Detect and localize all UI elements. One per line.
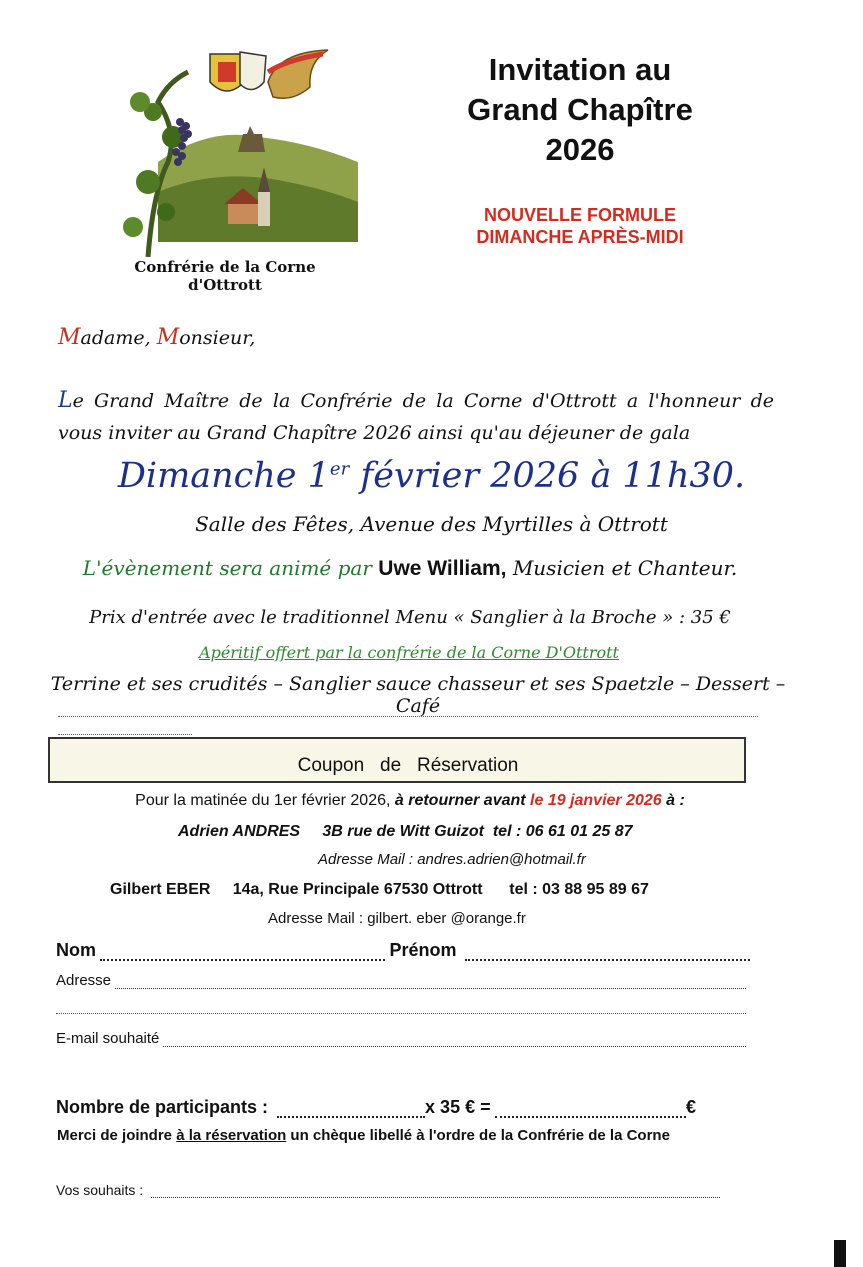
email-label: E-mail souhaité xyxy=(56,1030,160,1047)
greeting xyxy=(58,325,255,350)
event-venue: Salle des Fêtes, Avenue des Myrtilles à Ottrott xyxy=(195,512,668,536)
address-row xyxy=(56,972,746,989)
greeting-initial: M xyxy=(156,325,180,350)
greeting-initial: M xyxy=(58,325,81,350)
menu-line: Terrine et ses crudités – Sanglier sauce chasseur et ses Spaetzle – Dessert – Café xyxy=(50,673,786,717)
participants-currency: € xyxy=(685,1097,696,1117)
event-date-day: Dimanche 1 xyxy=(117,456,330,496)
email-row xyxy=(56,1030,746,1047)
title-line-1: Invitation au xyxy=(488,52,672,87)
payment-note-emphasis: à la réservation xyxy=(176,1127,287,1144)
greeting-text: onsieur, xyxy=(179,327,256,349)
event-entertainment xyxy=(60,556,760,581)
title-line-2: Grand Chapître xyxy=(467,92,693,127)
nom-field[interactable] xyxy=(100,947,385,961)
confrerie-logo xyxy=(118,42,368,257)
name-row xyxy=(56,940,750,961)
contact-andres-email: Adresse Mail : andres.adrien@hotmail.fr xyxy=(318,851,586,868)
formula-notice xyxy=(440,204,720,248)
participants-label: Nombre de participants : xyxy=(56,1097,274,1117)
payment-note-pre: Merci de joindre xyxy=(57,1127,177,1144)
adresse-label: Adresse xyxy=(56,972,112,989)
return-text: à retourner avant xyxy=(394,792,531,809)
contact-eber: Gilbert EBER 14a, Rue Principale 67530 Ottrott tel : 03 88 95 89 67 xyxy=(110,881,649,898)
intro-paragraph xyxy=(58,385,774,449)
event-artist: Uwe William, xyxy=(378,557,507,580)
intro-initial: L xyxy=(58,388,73,413)
return-end: à : xyxy=(661,792,685,809)
event-date xyxy=(0,456,863,496)
separator-line xyxy=(58,734,192,735)
formula-line-1: NOUVELLE FORMULE xyxy=(484,205,676,225)
entry-price: Prix d'entrée avec le traditionnel Menu « Sanglier à la Broche » : 35 € xyxy=(89,607,731,628)
wishes-row xyxy=(56,1182,720,1198)
event-post: Musicien et Chanteur. xyxy=(506,556,738,580)
event-date-sup: er xyxy=(329,458,350,480)
adresse-field-line-2[interactable] xyxy=(56,1013,746,1014)
contact-andres: Adrien ANDRES 3B rue de Witt Guizot tel : 06 61 01 25 87 xyxy=(178,823,633,840)
participants-price: x 35 € = xyxy=(425,1097,491,1117)
formula-line-2: DIMANCHE APRÈS-MIDI xyxy=(476,227,684,247)
payment-note xyxy=(57,1127,670,1144)
society-name: Confrérie de la Corne d'Ottrott xyxy=(134,258,316,294)
greeting-text: adame, xyxy=(80,327,157,349)
prenom-field[interactable] xyxy=(465,947,750,961)
matinee-text: Pour la matinée du 1er février 2026, xyxy=(135,792,395,809)
event-date-rest: février 2026 à 11h30. xyxy=(349,456,746,496)
payment-note-post: un chèque libellé à l'ordre de la Confrérie de la Corne xyxy=(286,1127,670,1144)
souhaits-field[interactable] xyxy=(151,1185,720,1198)
page-title xyxy=(440,50,720,170)
souhaits-label: Vos souhaits : xyxy=(56,1182,148,1198)
scan-edge-mark xyxy=(834,1240,846,1267)
aperitif-note: Apéritif offert par la confrérie de la Corne D'Ottrott xyxy=(199,643,619,662)
nom-label: Nom xyxy=(56,940,96,960)
total-field[interactable] xyxy=(495,1104,686,1118)
return-instructions xyxy=(0,792,820,810)
event-pre: L'évènement sera animé par xyxy=(82,556,379,580)
intro-text: e Grand Maître de la Confrérie de la Corne d'Ottrott a l'honneur de vous inviter au Grand Chapître 2026 ainsi qu'au déjeuner de gala xyxy=(58,390,774,444)
adresse-field[interactable] xyxy=(115,976,746,989)
return-deadline: le 19 janvier 2026 xyxy=(530,792,662,809)
contact-eber-email: Adresse Mail : gilbert. eber @orange.fr xyxy=(268,910,526,927)
email-field[interactable] xyxy=(163,1034,746,1047)
title-line-3: 2026 xyxy=(545,132,615,167)
participants-row xyxy=(56,1097,696,1118)
prenom-label: Prénom xyxy=(389,940,457,960)
coupon-title: Coupon de Réservation xyxy=(297,755,519,776)
separator-line xyxy=(58,716,758,717)
participants-field[interactable] xyxy=(277,1104,425,1118)
